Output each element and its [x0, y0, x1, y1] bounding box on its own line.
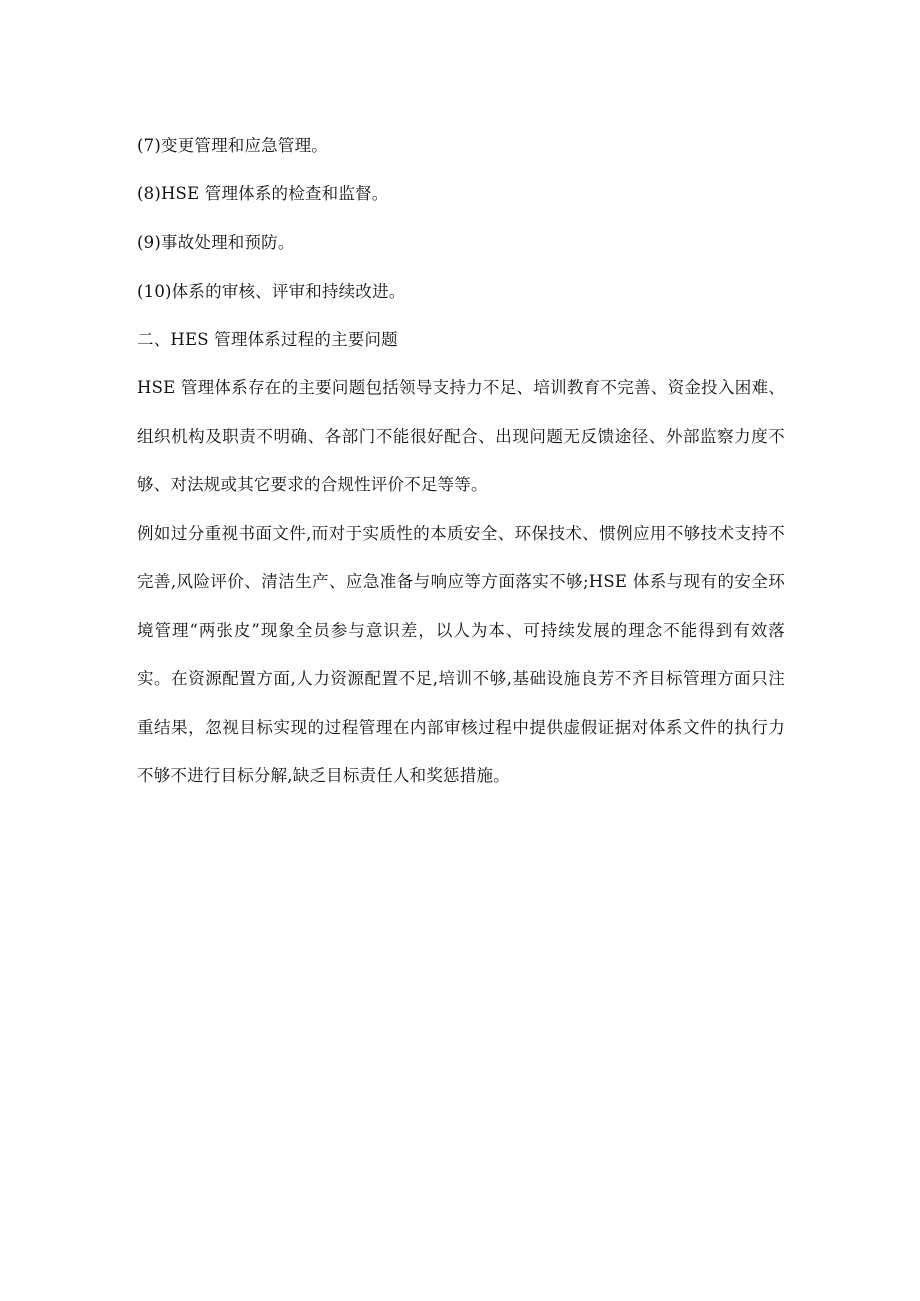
paragraph2-line: 例如过分重视书面文件,而对于实质性的本质安全、环保技术、惯例应用不够技术支持不	[137, 524, 785, 543]
section-heading: 二、HES 管理体系过程的主要问题	[137, 330, 398, 349]
paragraph2-line: 完善,风险评价、清洁生产、应急准备与响应等方面落实不够;HSE 体系与现有的安全环	[137, 572, 785, 591]
paragraph2-line: 境管理“两张皮”现象全员参与意识差，以人为本、可持续发展的理念不能得到有效落	[137, 621, 785, 640]
list-item-10: (10)体系的审核、评审和持续改进。	[137, 282, 406, 301]
paragraph2-line: 重结果，忽视目标实现的过程管理在内部审核过程中提供虚假证据对体系文件的执行力	[137, 718, 785, 737]
paragraph2-line: 实。在资源配置方面,人力资源配置不足,培训不够,基础设施良芳不齐目标管理方面只注	[137, 669, 785, 688]
paragraph1-line: 够、对法规或其它要求的合规性评价不足等等。	[137, 475, 488, 494]
paragraph2-line: 不够不进行目标分解,缺乏目标责任人和奖惩措施。	[137, 766, 510, 785]
list-item-8: (8)HSE 管理体系的检查和监督。	[137, 184, 389, 203]
paragraph1-line: 组织机构及职责不明确、各部门不能很好配合、出现问题无反馈途径、外部监察力度不	[137, 427, 785, 446]
list-item-9: (9)事故处理和预防。	[137, 233, 295, 252]
list-item-7: (7)变更管理和应急管理。	[137, 136, 328, 155]
paragraph1-line: HSE 管理体系存在的主要问题包括领导支持力不足、培训教育不完善、资金投入困难、	[137, 378, 785, 397]
